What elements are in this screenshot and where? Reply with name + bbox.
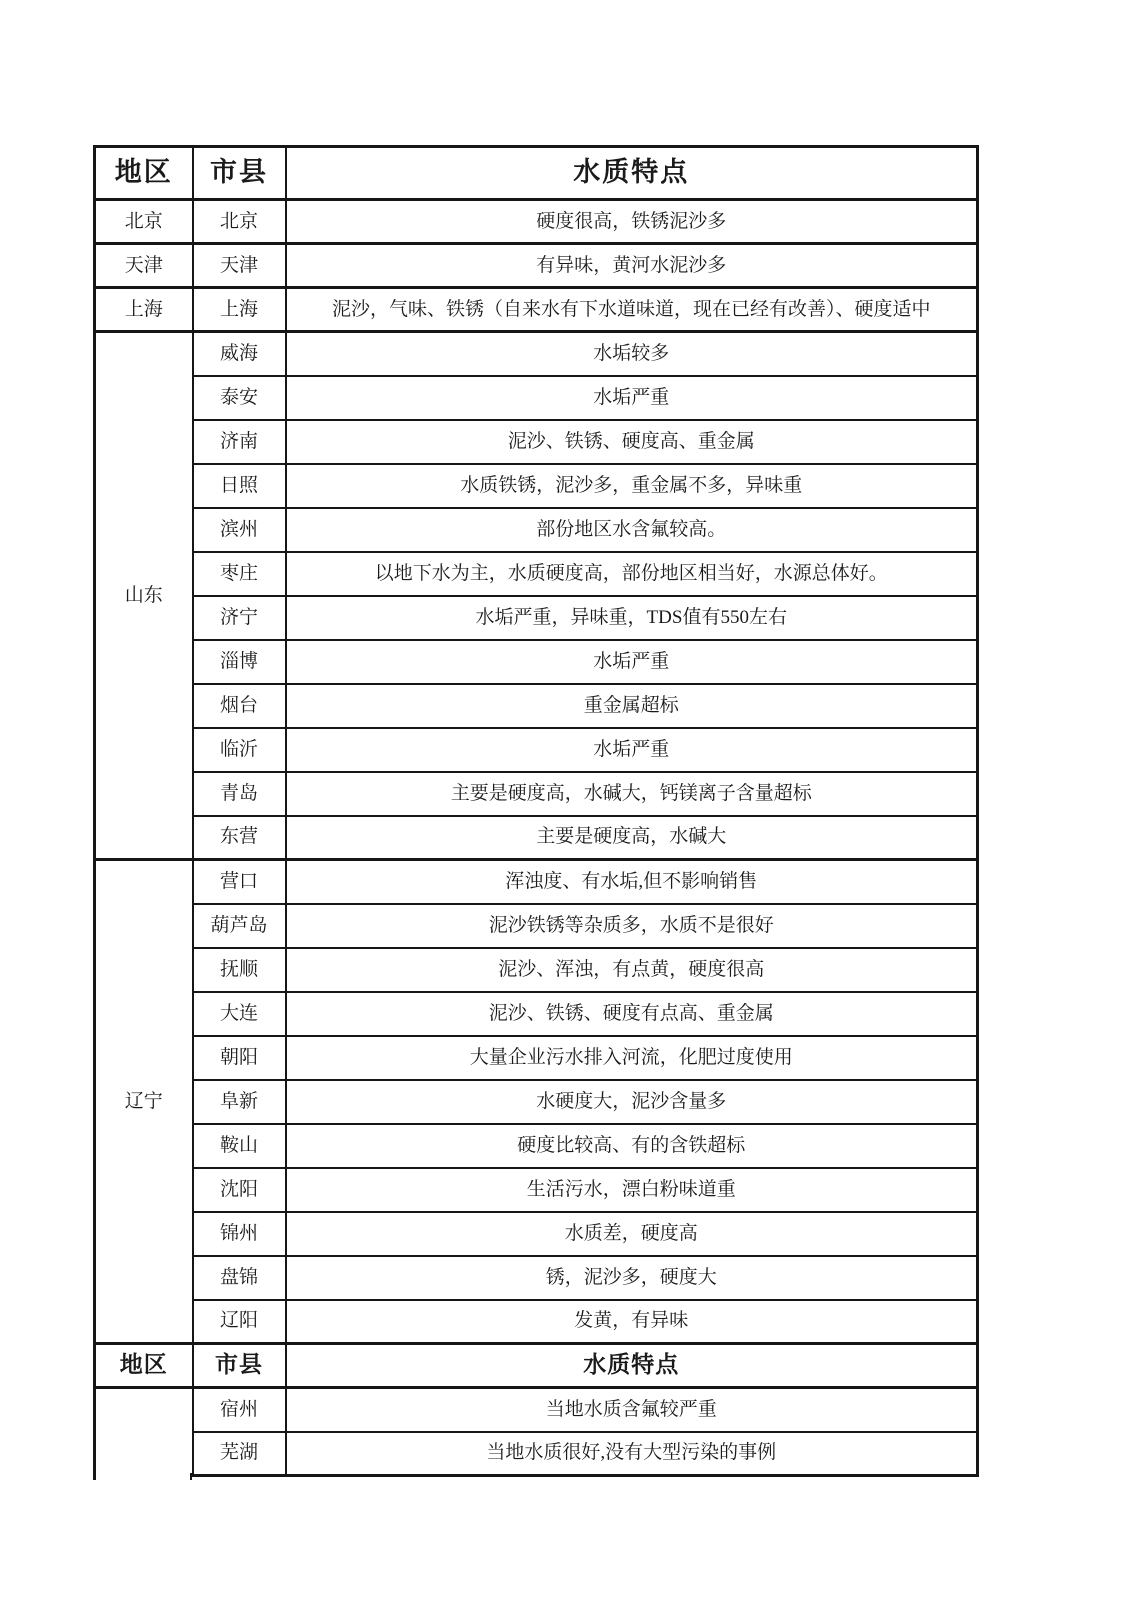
table-row: [95, 772, 978, 816]
city-cell: 阜新: [193, 1080, 286, 1124]
table-row: [95, 1300, 978, 1344]
table-row: [95, 552, 978, 596]
city-cell: 抚顺: [193, 948, 286, 992]
feature-cell: 泥沙、浑浊，有点黄，硬度很高: [286, 948, 978, 992]
feature-cell: 主要是硬度高，水碱大: [286, 816, 978, 860]
table-header-row: [95, 147, 978, 200]
table-row: [95, 1036, 978, 1080]
city-cell: 滨州: [193, 508, 286, 552]
city-cell: 济宁: [193, 596, 286, 640]
city-cell: 鞍山: [193, 1124, 286, 1168]
feature-cell: 水垢严重: [286, 640, 978, 684]
header-feature: 水质特点: [286, 147, 978, 200]
water-quality-table-wrap: [93, 145, 979, 1477]
city-cell: 营口: [193, 860, 286, 904]
feature-cell: 部份地区水含氟较高。: [286, 508, 978, 552]
table-row: [95, 332, 978, 376]
table-row: [95, 816, 978, 860]
feature-cell: 泥沙，气味、铁锈（自来水有下水道味道，现在已经有改善）、硬度适中: [286, 288, 978, 332]
city-cell: 青岛: [193, 772, 286, 816]
table-row: [95, 1432, 978, 1476]
feature-cell: 水垢严重，异味重，TDS值有550左右: [286, 596, 978, 640]
table-row: [95, 508, 978, 552]
feature-cell: 泥沙、铁锈、硬度有点高、重金属: [286, 992, 978, 1036]
feature-cell: 大量企业污水排入河流，化肥过度使用: [286, 1036, 978, 1080]
city-cell: 威海: [193, 332, 286, 376]
region-cell: 上海: [95, 288, 193, 332]
city-cell: 辽阳: [193, 1300, 286, 1344]
table-row: [95, 640, 978, 684]
table-row: [95, 992, 978, 1036]
water-quality-table: [93, 145, 979, 1477]
city-cell: 淄博: [193, 640, 286, 684]
table-row: [95, 904, 978, 948]
feature-cell: 以地下水为主，水质硬度高，部份地区相当好，水源总体好。: [286, 552, 978, 596]
table-row: [95, 1256, 978, 1300]
region-cell: 山东: [95, 332, 193, 860]
table-row: [95, 948, 978, 992]
city-cell: 临沂: [193, 728, 286, 772]
table-row: [95, 860, 978, 904]
region-cell: [95, 1388, 193, 1476]
table-row: [95, 1080, 978, 1124]
feature-cell: 发黄，有异味: [286, 1300, 978, 1344]
table-header-row: [95, 1344, 978, 1388]
city-cell: 大连: [193, 992, 286, 1036]
region-cell: 辽宁: [95, 860, 193, 1344]
city-cell: 枣庄: [193, 552, 286, 596]
header-region: 地区: [95, 1344, 193, 1388]
feature-cell: 主要是硬度高，水碱大，钙镁离子含量超标: [286, 772, 978, 816]
header-region: 地区: [95, 147, 193, 200]
feature-cell: 硬度比较高、有的含铁超标: [286, 1124, 978, 1168]
table-row: [95, 596, 978, 640]
feature-cell: 水硬度大，泥沙含量多: [286, 1080, 978, 1124]
city-cell: 日照: [193, 464, 286, 508]
city-cell: 东营: [193, 816, 286, 860]
table-row: [95, 288, 978, 332]
table-row: [95, 1124, 978, 1168]
city-cell: 烟台: [193, 684, 286, 728]
feature-cell: 当地水质很好,没有大型污染的事例: [286, 1432, 978, 1476]
feature-cell: 水质差，硬度高: [286, 1212, 978, 1256]
feature-cell: 泥沙铁锈等杂质多，水质不是很好: [286, 904, 978, 948]
feature-cell: 水垢严重: [286, 728, 978, 772]
table-continuation-edge-divider: [190, 1473, 192, 1480]
table-row: [95, 1388, 978, 1432]
feature-cell: 锈，泥沙多，硬度大: [286, 1256, 978, 1300]
city-cell: 锦州: [193, 1212, 286, 1256]
city-cell: 宿州: [193, 1388, 286, 1432]
table-row: [95, 464, 978, 508]
feature-cell: 水质铁锈，泥沙多，重金属不多，异味重: [286, 464, 978, 508]
feature-cell: 水垢较多: [286, 332, 978, 376]
table-continuation-edge-left: [93, 1473, 96, 1480]
city-cell: 盘锦: [193, 1256, 286, 1300]
header-feature: 水质特点: [286, 1344, 978, 1388]
table-row: [95, 1168, 978, 1212]
city-cell: 北京: [193, 200, 286, 244]
table-row: [95, 244, 978, 288]
city-cell: 沈阳: [193, 1168, 286, 1212]
city-cell: 朝阳: [193, 1036, 286, 1080]
region-cell: 北京: [95, 200, 193, 244]
feature-cell: 浑浊度、有水垢,但不影响销售: [286, 860, 978, 904]
city-cell: 芜湖: [193, 1432, 286, 1476]
feature-cell: 有异味，黄河水泥沙多: [286, 244, 978, 288]
feature-cell: 硬度很高，铁锈泥沙多: [286, 200, 978, 244]
feature-cell: 水垢严重: [286, 376, 978, 420]
table-row: [95, 684, 978, 728]
feature-cell: 生活污水，漂白粉味道重: [286, 1168, 978, 1212]
city-cell: 上海: [193, 288, 286, 332]
city-cell: 泰安: [193, 376, 286, 420]
table-row: [95, 420, 978, 464]
region-cell: 天津: [95, 244, 193, 288]
header-city: 市县: [193, 147, 286, 200]
table-row: [95, 728, 978, 772]
feature-cell: 重金属超标: [286, 684, 978, 728]
header-city: 市县: [193, 1344, 286, 1388]
city-cell: 济南: [193, 420, 286, 464]
table-row: [95, 1212, 978, 1256]
table-row: [95, 200, 978, 244]
city-cell: 葫芦岛: [193, 904, 286, 948]
feature-cell: 泥沙、铁锈、硬度高、重金属: [286, 420, 978, 464]
feature-cell: 当地水质含氟较严重: [286, 1388, 978, 1432]
table-row: [95, 376, 978, 420]
city-cell: 天津: [193, 244, 286, 288]
